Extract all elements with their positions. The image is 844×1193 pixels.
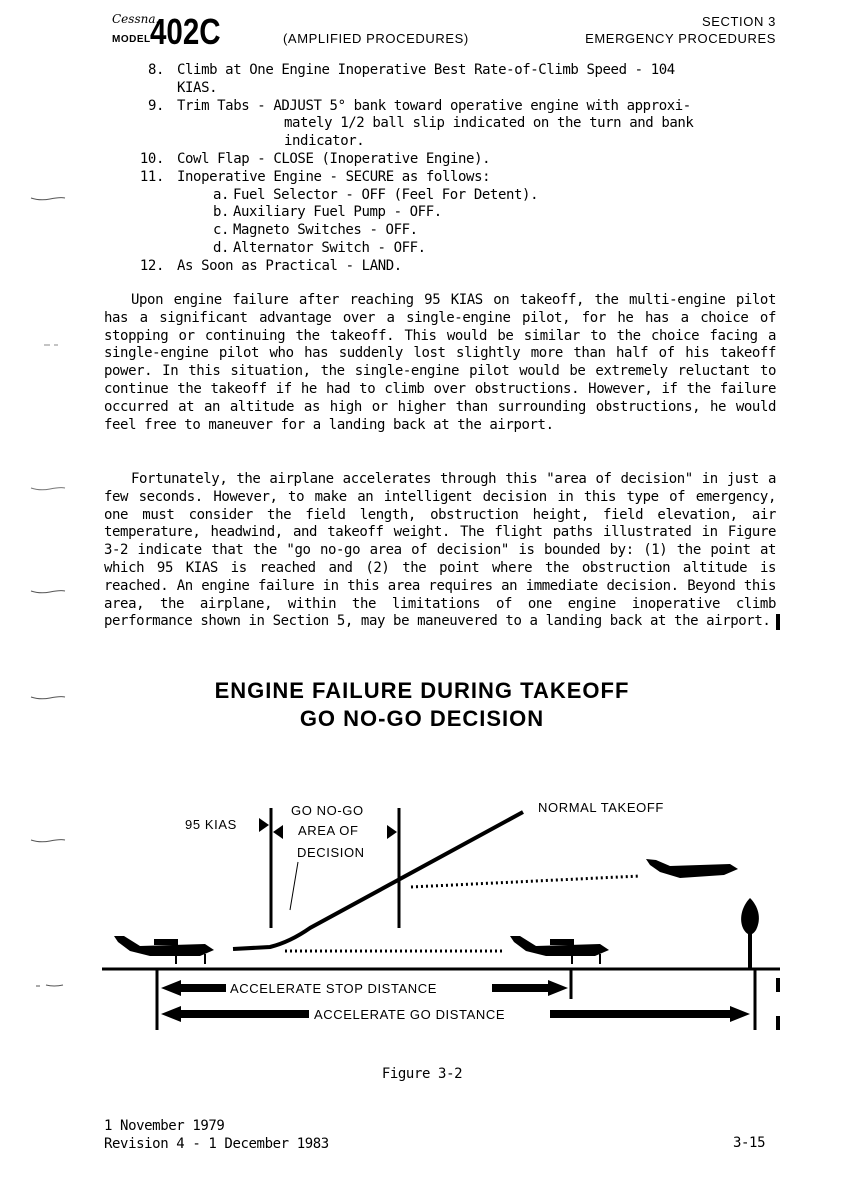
go-left-arrowhead [161,1006,181,1022]
one-engine-climb-path [411,876,640,887]
sub-step-text: Alternator Switch - OFF. [233,239,426,256]
section-number: SECTION 3 [701,14,776,29]
accelerate-stop-label: ACCELERATE STOP DISTANCE [230,981,438,996]
step-text-cont: indicator. [284,133,365,150]
step-11 [104,169,784,258]
binding-mark [30,486,66,492]
step-text-cont: KIAS. [177,79,218,96]
model-logo [110,10,240,50]
figure-caption: Figure 3-2 [381,1066,463,1082]
accelerate-go-label: ACCELERATE GO DISTANCE [314,1007,506,1022]
step-text: Trim Tabs - ADJUST 5° bank toward operative engine with approxi- [177,97,691,114]
area-left-arrow [273,825,283,839]
brand-logo: Cessna. [112,12,160,26]
step-number: 9. [147,97,164,114]
binding-mark [30,342,66,348]
step-number: 11. [139,168,164,185]
figure-title-line1: ENGINE FAILURE DURING TAKEOFF [214,678,630,703]
airplane-takeoff-icon [114,936,214,964]
label-decision: DECISION [297,845,365,860]
sub-step [213,187,784,205]
model-number: 402C [150,11,221,52]
go-left-shaft [181,1010,309,1018]
sub-step-text: Auxiliary Fuel Pump - OFF. [233,204,442,221]
stop-right-arrowhead [548,980,568,996]
binding-mark [30,838,66,844]
binding-mark [30,695,66,701]
figure-revision-bar [776,1016,780,1030]
step-number: 8. [147,62,164,78]
step-8 [104,62,784,98]
label-go-no-go: GO NO-GO [291,803,364,818]
footer-date: 1 November 1979 [104,1118,225,1134]
step-12 [104,258,784,276]
footer-dates [104,1118,329,1154]
stop-left-arrowhead [161,980,181,996]
sub-step [213,204,784,222]
sub-step-text: Fuel Selector - OFF (Feel For Detent). [233,186,539,203]
procedure-steps [104,62,784,276]
step-number: 10. [139,150,164,167]
go-right-arrowhead [730,1006,750,1022]
stop-right-shaft [492,984,548,992]
sub-step [213,240,784,258]
paragraph-engine-failure: Upon engine failure after reaching 95 KIAS on takeoff, the multi-engine pilot has a significant advantage over a single-engine pilot, for he has a choice of stopping or continuing the takeoff. This would be similar to the choice facing a single-engine pilot who has suddenly lost slightly more than half of his takeoff power. In this situation, the single-engine pilot would be extremely reluctant to continue the takeoff if he had to climb over obstructions. However, if the failure occurred at an altitude as high or higher than surrounding obstructions, he would feel free to maneuver for a landing back at the airport. [104,292,776,433]
step-number: 12. [139,257,164,274]
step-10 [104,151,784,169]
sub-step-text: Magneto Switches - OFF. [233,222,418,239]
step-9 [104,98,784,151]
binding-mark [30,983,66,989]
header-section-block [585,13,776,47]
area-right-arrow [387,825,397,839]
label-area-of: AREA OF [298,823,359,838]
sub-steps [177,187,784,258]
sub-step-letter: a. [213,186,230,203]
header-subtitle: (AMPLIFIED PROCEDURES) [283,31,469,46]
figure-title-line2: GO NO-GO DECISION [299,706,545,731]
sub-step-letter: c. [213,222,230,239]
section-title: EMERGENCY PROCEDURES [585,31,776,46]
tree-obstruction-icon [741,898,759,968]
sub-step [213,222,784,240]
decision-leader-line [290,862,298,910]
sub-step-letter: d. [213,239,230,256]
step-text: Cowl Flap - CLOSE (Inoperative Engine). [177,150,491,167]
takeoff-diagram [0,790,844,1050]
step-text: Climb at One Engine Inoperative Best Rate-of-Climb Speed - 104 [177,62,675,78]
footer-revision: Revision 4 - 1 December 1983 [104,1135,329,1152]
revision-bar [776,614,780,630]
airplane-climbing-icon [646,859,738,878]
label-normal-takeoff: NORMAL TAKEOFF [538,800,664,815]
paragraph-area-of-decision: Fortunately, the airplane accelerates through this "area of decision" in just a few seconds. However, to make an intelligent decision in this type of emergency, one must consider the field length, obstruction height, field elevation, air temperature, headwind, and takeoff weight. The flight paths illustrated in Figure 3-2 indicate that the "go no-go area of decision" is bounded by: (1) the point at which 95 KIAS is reached and (2) the point where the obstruction altitude is reached. An engine failure in this area requires an immediate decision. Beyond this area, the airplane, within the limitations of one engine inoperative climb performance shown in Section 5, may be maneuvered to a landing back at the airport. [104,471,776,630]
sub-step-letter: b. [213,204,230,221]
kias-right-arrow [259,818,269,832]
step-text: As Soon as Practical - LAND. [177,257,402,274]
airplane-stopped-icon [510,936,609,964]
binding-mark [30,589,66,595]
binding-mark [30,196,66,202]
step-text: Inoperative Engine - SECURE as follows: [177,168,491,185]
figure-revision-bar [776,978,780,992]
model-label: MODEL [112,34,151,45]
page-number: 3-15 [733,1135,766,1151]
stop-left-shaft [181,984,226,992]
step-text-cont: mately 1/2 ball slip indicated on the turn and bank [284,115,694,132]
go-right-shaft [550,1010,730,1018]
label-95-kias: 95 KIAS [185,817,237,832]
